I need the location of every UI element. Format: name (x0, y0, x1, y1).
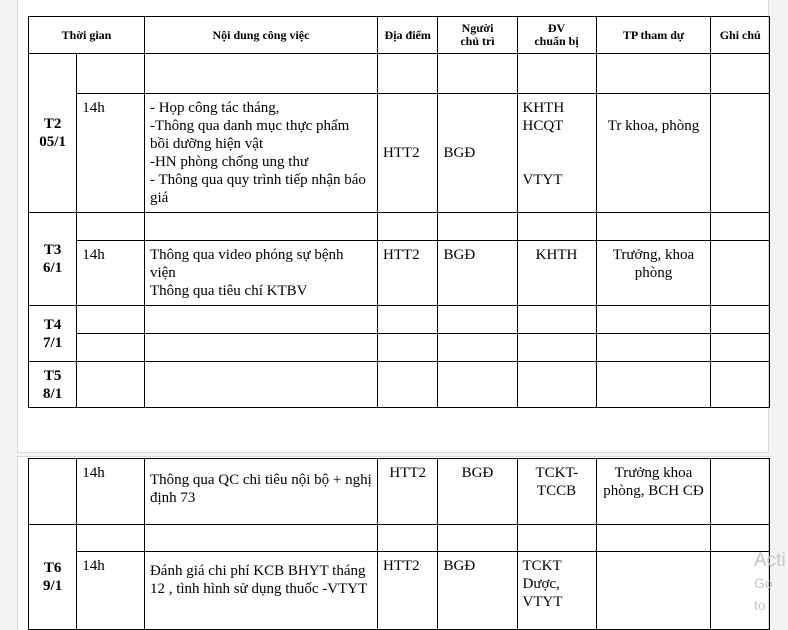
t6-morning-row (29, 525, 770, 552)
header-time: Thời gian (29, 17, 145, 54)
day-cell-t3 (29, 213, 77, 306)
header-prep-line1: ĐV (547, 21, 566, 35)
t6-prep-unit: TCKT (522, 558, 562, 574)
day-label: T5 (43, 367, 62, 384)
t3-content-item: Thông qua video phóng sự bệnh viện (149, 247, 344, 281)
t6-prep-unit: Dược, (522, 576, 560, 592)
day-date: 05/1 (39, 134, 66, 150)
day-label: T4 (43, 316, 62, 333)
document-page-1 (17, 0, 769, 453)
t2-prep-unit: VTYT (522, 172, 563, 188)
t6-content: Đánh giá chi phí KCB BHYT tháng 12 , tình hình sử dụng thuốc -VTYT (144, 552, 377, 630)
t6-prep-unit: VTYT (522, 594, 563, 610)
day-cell-t6 (29, 525, 77, 630)
t2-prep-unit: KHTH (522, 100, 565, 116)
header-prep (517, 17, 596, 54)
header-content: Nội dung công việc (144, 17, 377, 54)
t2-content-item: - Họp công tác tháng, (149, 100, 280, 116)
t5-content: Thông qua QC chi tiêu nội bộ + nghị định 73 (144, 459, 377, 525)
t6-time: 14h (77, 552, 145, 630)
day-date: 8/1 (43, 385, 63, 402)
header-host-line1: Người (461, 21, 494, 35)
day-label: T6 (43, 560, 62, 576)
header-place: Địa điểm (377, 17, 438, 54)
watermark-line2: Go to (754, 575, 773, 613)
t2-prep (517, 94, 596, 213)
t3-time: 14h (77, 241, 145, 306)
t5-place: HTT2 (377, 459, 438, 525)
t6-attend (596, 552, 711, 630)
t2-content (144, 94, 377, 213)
day-label: T3 (43, 242, 62, 258)
t3-content-item: Thông qua tiêu chí KTBV (149, 283, 308, 299)
t2-attend: Tr khoa, phòng (596, 94, 711, 213)
header-attend: TP tham dự (596, 17, 711, 54)
day-cell-t5 (29, 362, 77, 408)
t5-prep: TCKT-TCCB (517, 459, 596, 525)
t2-afternoon-row (29, 94, 770, 213)
t2-prep-unit: HCQT (522, 118, 564, 134)
t4-afternoon-row (29, 334, 770, 362)
t2-content-item: -HN phòng chống ung thư (149, 154, 309, 170)
day-cell-t2 (29, 54, 77, 213)
t3-morning-row (29, 213, 770, 241)
t3-content (144, 241, 377, 306)
header-host-line2: chủ trì (460, 34, 495, 48)
day-date: 9/1 (43, 578, 63, 594)
t6-place: HTT2 (377, 552, 438, 630)
t5-morning-row (29, 362, 770, 408)
t3-prep: KHTH (517, 241, 596, 306)
header-row (29, 17, 770, 54)
t2-place: HTT2 (377, 94, 438, 213)
t3-afternoon-row (29, 241, 770, 306)
work-schedule-table-continued (28, 458, 770, 630)
document-page-2 (17, 456, 769, 630)
t5-host: BGĐ (438, 459, 517, 525)
t3-attend: Trưởng, khoa phòng (596, 241, 711, 306)
day-date: 7/1 (43, 334, 63, 351)
t6-prep (517, 552, 596, 630)
t5-attend: Trưởng khoa phòng, BCH CĐ (596, 459, 711, 525)
activation-watermark (754, 550, 788, 616)
header-host (438, 17, 517, 54)
header-note: Ghi chú (711, 17, 770, 54)
t6-host: BGĐ (438, 552, 517, 630)
header-prep-line2: chuẩn bị (534, 34, 579, 48)
t2-content-item: - Thông qua quy trình tiếp nhận báo giá (149, 172, 366, 206)
t5-afternoon-row (29, 459, 770, 525)
day-cell-t4 (29, 306, 77, 362)
t2-content-item: -Thông qua danh mục thực phẩm bồi dưỡng hiện vật (149, 118, 350, 152)
watermark-line1: Acti (754, 550, 786, 571)
t2-time: 14h (77, 94, 145, 213)
t2-morning-row (29, 54, 770, 94)
work-schedule-table (28, 16, 770, 408)
day-date: 6/1 (43, 260, 63, 276)
t6-afternoon-row (29, 552, 770, 630)
t5-time: 14h (77, 459, 145, 525)
day-label: T2 (43, 116, 62, 132)
t3-place: HTT2 (377, 241, 438, 306)
t4-morning-row (29, 306, 770, 334)
t2-host: BGĐ (438, 94, 517, 213)
t3-host: BGĐ (438, 241, 517, 306)
